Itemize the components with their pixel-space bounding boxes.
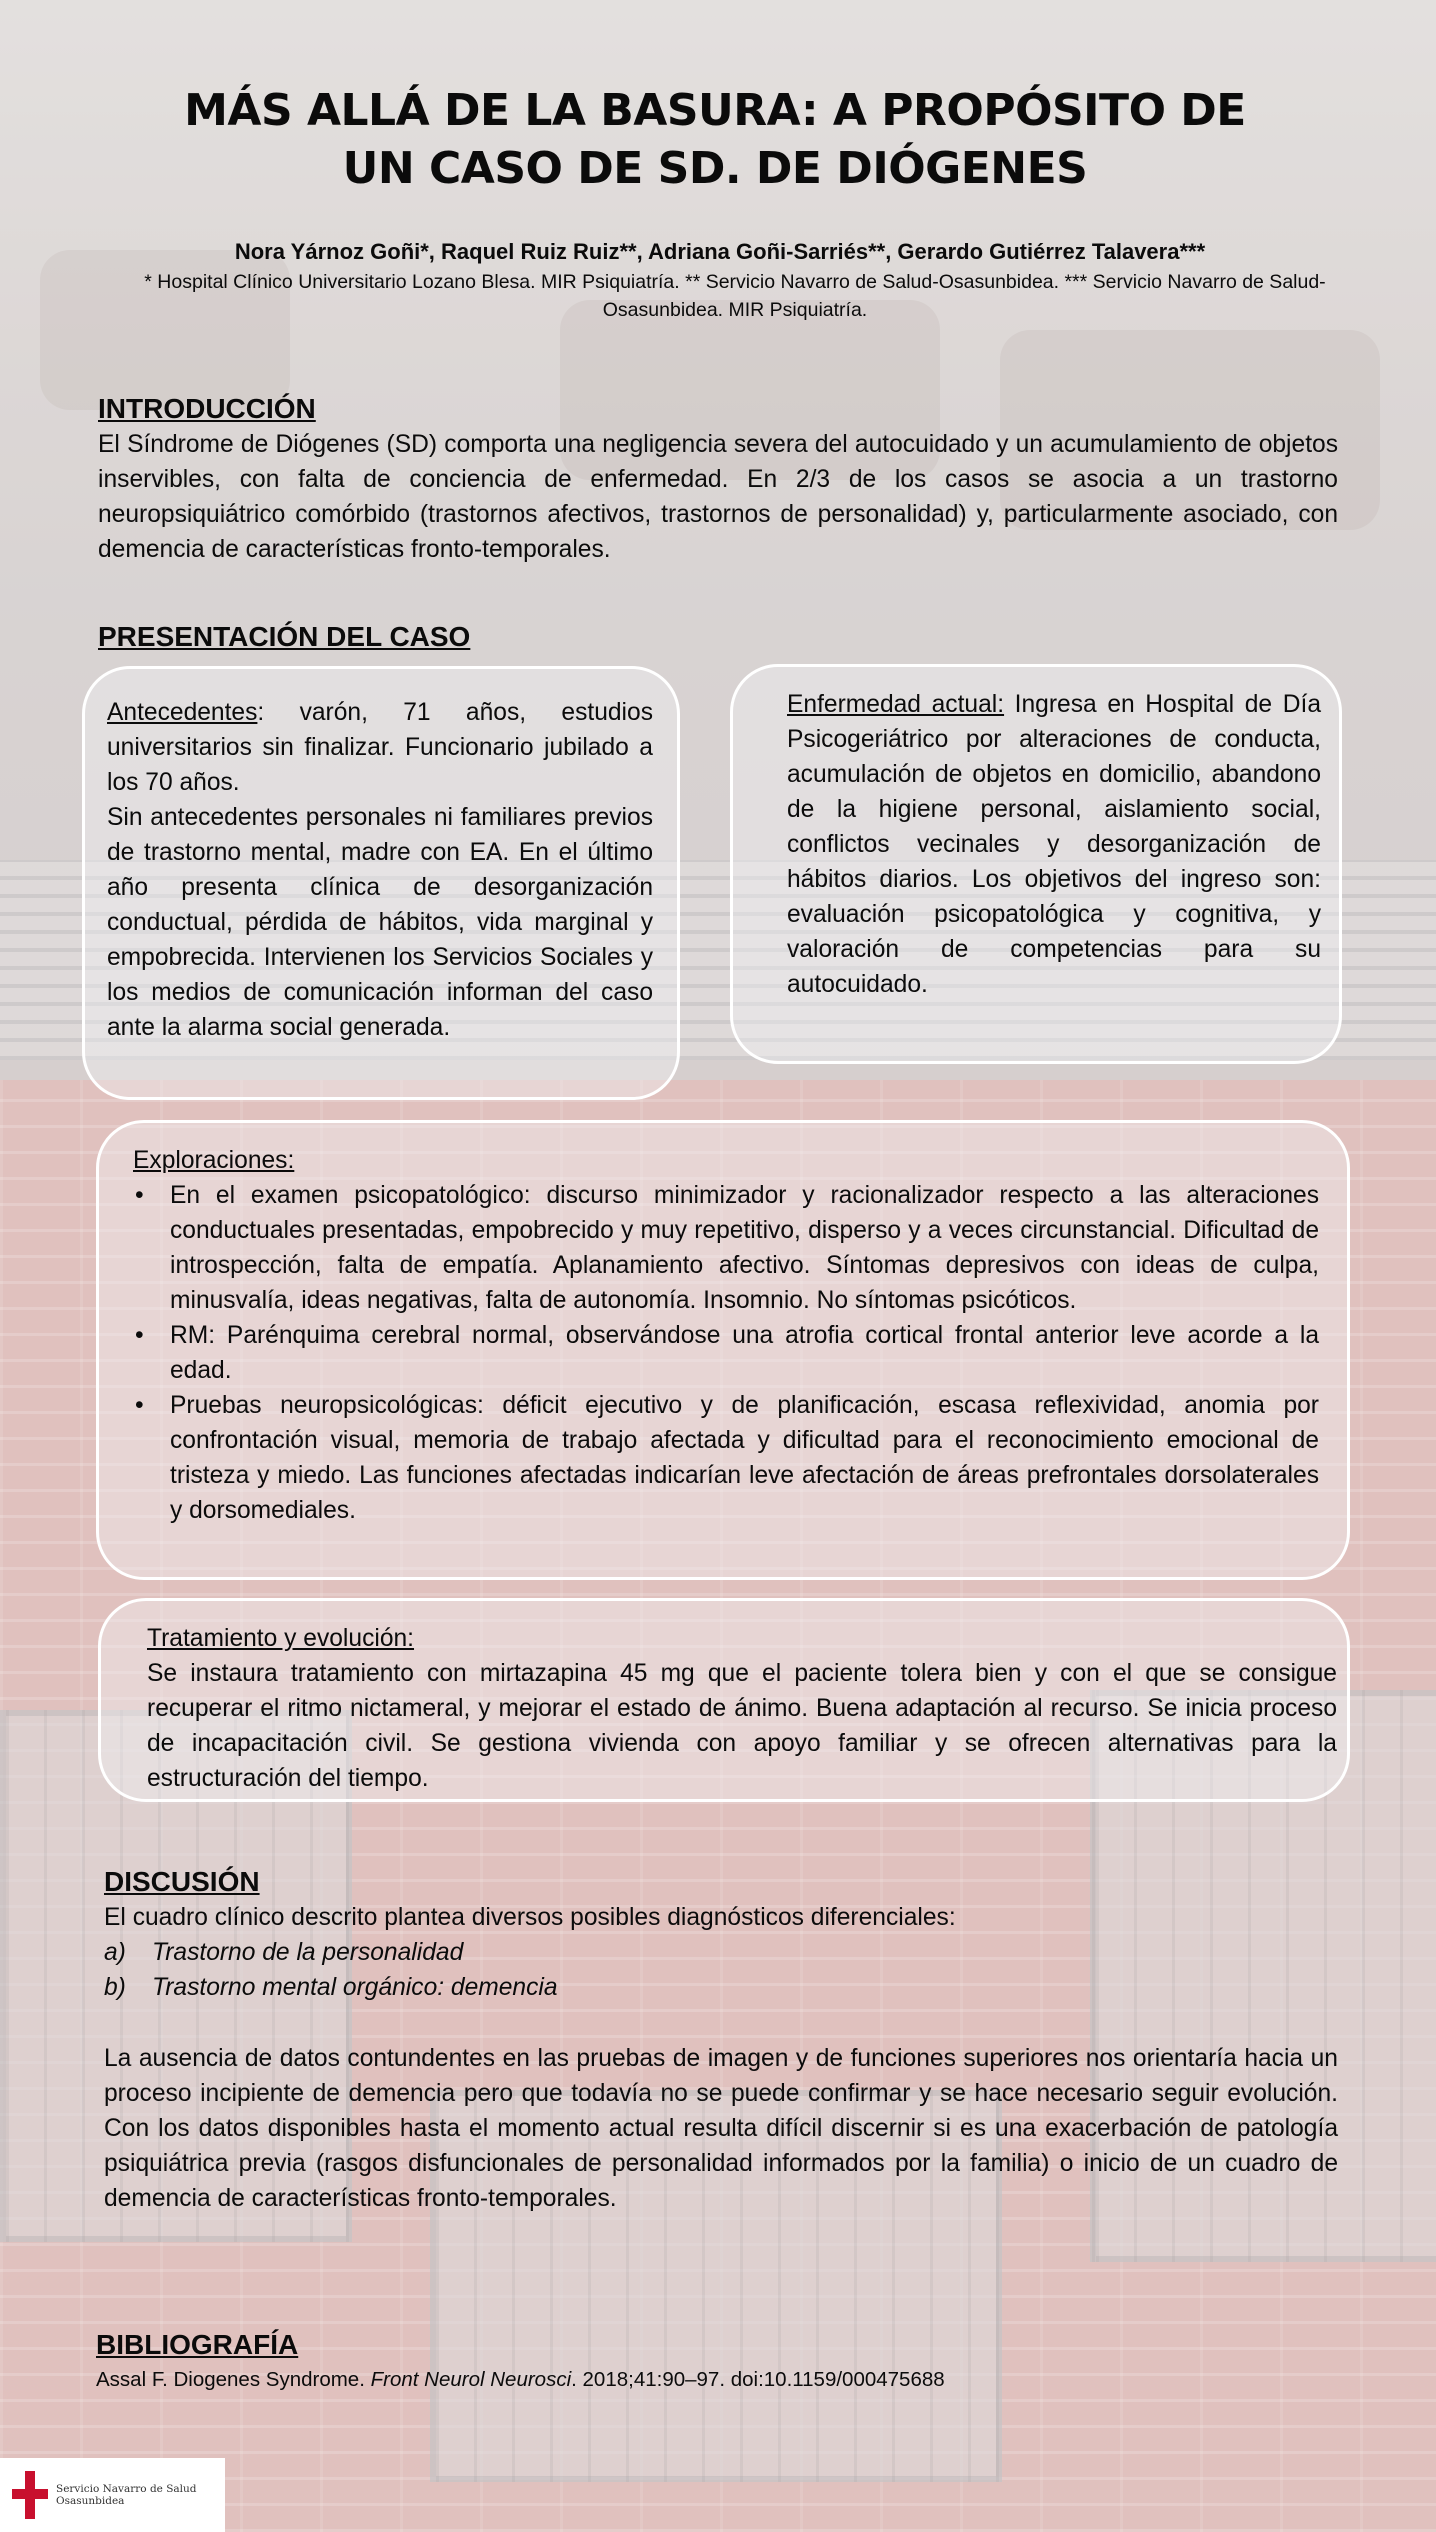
poster-title: [100, 82, 1330, 198]
enfermedad-box: [730, 664, 1342, 1064]
ref-rest: . 2018;41:90–97. doi:10.1159/000475688: [571, 2368, 945, 2391]
list-item: [104, 1970, 1338, 2005]
title-line-2: UN CASO DE SD. DE DIÓGENES: [342, 143, 1088, 194]
discusion-heading: DISCUSIÓN: [104, 1866, 260, 1897]
tratamiento-label: Tratamiento y evolución:: [147, 1625, 415, 1652]
reference: [96, 2366, 945, 2394]
antecedentes-text-2: Sin antecedentes personales ni familiares previos de trastorno mental, madre con EA. En el último año presenta clínica de desorganización conductual, pérdida de hábitos, vida marginal y empobrecida. Intervienen los Servicios Sociales y los medios de comunicación informan del caso ante la alarma social generada.: [107, 804, 653, 1041]
list-item: • En el examen psicopatológico: discurso minimizador y racionalizador respecto a las alteraciones conductuales presentadas, empobrecido y muy repetitivo, disperso y a veces circunstancial. Dificultad de introspección, falta de empatía. Aplanamiento afectivo. Síntomas depresivos con ideas de culpa, minusvalía, ideas negativas, falta de autonomía. Insomnio. No síntomas psicóticos.: [133, 1178, 1319, 1318]
case-heading: PRESENTACIÓN DEL CASO: [98, 621, 471, 652]
antecedentes-label: Antecedentes: [107, 699, 258, 726]
enfermedad-text: Ingresa en Hospital de Día Psicogeriátrico por alteraciones de conducta, acumulación de objetos en domicilio, abandono de la higiene personal, aislamiento social, conflictos vecinales y desorganización de hábitos diarios. Los objetivos del ingreso son: evaluación psicopatológica y cognitiva, y valoración de competencias para su autocuidado.: [787, 691, 1321, 998]
tratamiento-box: [98, 1598, 1350, 1802]
introduction-heading: INTRODUCCIÓN: [98, 393, 316, 424]
red-cross-icon: [10, 2467, 50, 2523]
exploraciones-list: [133, 1178, 1319, 1528]
tratamiento-text: Se instaura tratamiento con mirtazapina 45 mg que el paciente tolera bien y con el que se consigue recuperar el ritmo nictameral, y mejorar el estado de ánimo. Buena adaptación al recurso. Se inicia proceso de incapacitación civil. Se gestiona vivienda con apoyo familiar y se ofrecen alternativas para la estructuración del tiempo.: [147, 1660, 1337, 1792]
affiliations: * Hospital Clínico Universitario Lozano Blesa. MIR Psiquiatría. ** Servicio Navarro de Salud-Osasunbidea. *** Servicio Navarro de Salud-Osasunbidea. MIR Psiquiatría.: [144, 271, 1326, 321]
ref-journal: Front Neurol Neurosci: [370, 2368, 572, 2391]
bibliografia-heading: BIBLIOGRAFÍA: [96, 2329, 299, 2360]
item-letter: a): [104, 1939, 126, 1966]
list-item: • Pruebas neuropsicológicas: déficit ejecutivo y de planificación, escasa reflexividad, anomia por confrontación visual, memoria de trabajo afectada y dificultad para el reconocimiento emocional de tristeza y miedo. Las funciones afectadas indicarían leve afectación de áreas prefrontales dorsolaterales y dorsomediales.: [133, 1388, 1319, 1528]
antecedentes-box: [82, 666, 680, 1100]
list-item: • RM: Parénquima cerebral normal, observándose una atrofia cortical frontal anterior leve acorde a la edad.: [133, 1318, 1319, 1388]
enfermedad-label: Enfermedad actual:: [787, 691, 1005, 718]
discusion-block: [104, 1900, 1338, 2216]
logo-line-1: Servicio Navarro de Salud: [56, 2483, 197, 2495]
exploraciones-box: [96, 1120, 1350, 1580]
discusion-intro: El cuadro clínico descrito plantea diversos posibles diagnósticos diferenciales:: [104, 1904, 956, 1931]
antecedentes-text: : varón, 71 años, estudios universitarios sin finalizar. Funcionario jubilado a los 70 años.: [107, 699, 653, 796]
exploraciones-label: Exploraciones:: [133, 1147, 295, 1174]
logo-line-2: Osasunbidea: [56, 2495, 125, 2507]
list-item: [104, 1935, 1338, 1970]
item-text: Trastorno de la personalidad: [152, 1939, 464, 1966]
item-text: Trastorno mental orgánico: demencia: [152, 1974, 558, 2001]
item-letter: b): [104, 1974, 126, 2001]
discusion-text: La ausencia de datos contundentes en las pruebas de imagen y de funciones superiores nos orientaría hacia un proceso incipiente de demencia pero que todavía no se puede confirmar y se hace necesario seguir evolución. Con los datos disponibles hasta el momento actual resulta difícil discernir si es una exacerbación de patología psiquiátrica previa (rasgos disfuncionales de personalidad informados por la familia) o inicio de un cuadro de demencia de características fronto-temporales.: [104, 2045, 1338, 2212]
title-line-1: MÁS ALLÁ DE LA BASURA: A PROPÓSITO DE: [184, 85, 1246, 136]
authors: Nora Yárnoz Goñi*, Raquel Ruiz Ruiz**, Adriana Goñi-Sarriés**, Gerardo Gutiérrez Talavera***: [234, 239, 1206, 264]
introduction-text: El Síndrome de Diógenes (SD) comporta una negligencia severa del autocuidado y un acumulamiento de objetos inservibles, con falta de conciencia de enfermedad. En 2/3 de los casos se asocia a un trastorno neuropsiquiátrico comórbido (trastornos afectivos, trastornos de personalidad) y, particularmente asociado, con demencia de características fronto-temporales.: [98, 431, 1338, 563]
sns-logo: [0, 2458, 225, 2532]
ref-author: Assal F. Diogenes Syndrome.: [96, 2368, 371, 2391]
